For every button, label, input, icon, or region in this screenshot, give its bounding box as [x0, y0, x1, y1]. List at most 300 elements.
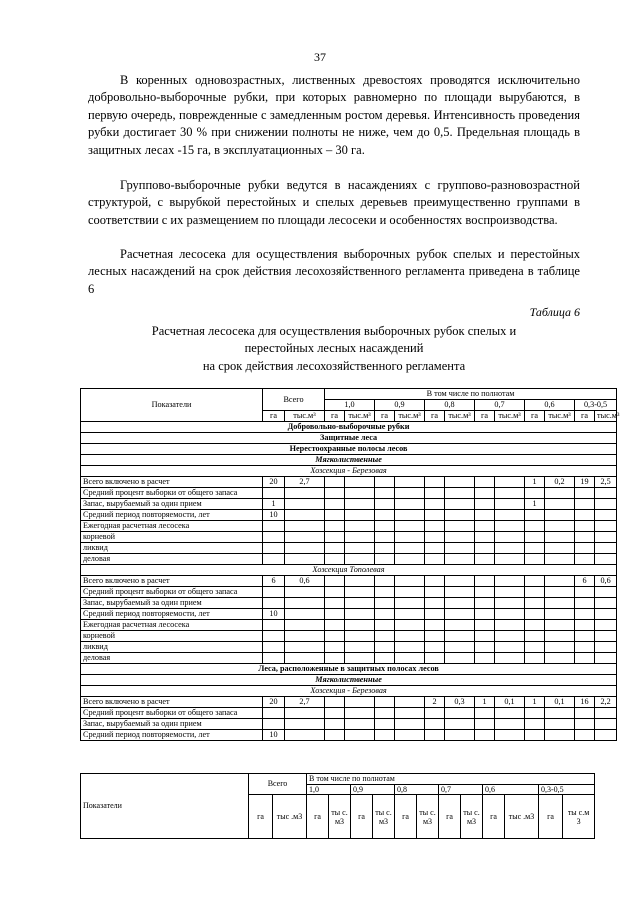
row-label: Средний процент выборки от общего запаса [81, 587, 263, 598]
table-cell [475, 488, 495, 499]
table-cell [595, 488, 617, 499]
row-label: Всего включено в расчет [81, 477, 263, 488]
row-label: Средний процент выборки от общего запаса [81, 708, 263, 719]
table-cell [495, 499, 525, 510]
header-density: 0,7 [475, 400, 525, 411]
table-cell [425, 532, 445, 543]
table-cell [345, 697, 375, 708]
cont-header-by-density: В том числе по полнотам [307, 774, 595, 785]
table-cell [575, 730, 595, 741]
table-cell [475, 510, 495, 521]
table-cell: 2,5 [595, 477, 617, 488]
table-cell [325, 730, 345, 741]
table-cell [263, 708, 285, 719]
table-cell [575, 488, 595, 499]
table-row [81, 543, 617, 554]
section-label: Мягколиственные [81, 455, 617, 466]
table-cell [345, 620, 375, 631]
table-cell [475, 631, 495, 642]
table-cell [475, 598, 495, 609]
table-cell [425, 543, 445, 554]
cont-header-density: 0,8 [395, 784, 439, 795]
table-row [81, 587, 617, 598]
table-cell [445, 620, 475, 631]
section-label: Хозсекция - Березовая [81, 466, 617, 477]
cont-header-unit: га [483, 795, 505, 839]
table-cell [395, 510, 425, 521]
table-cell [495, 576, 525, 587]
table-cell [475, 620, 495, 631]
table-cell [263, 587, 285, 598]
table-cell [595, 730, 617, 741]
table-section-row [81, 565, 617, 576]
table-section-row [81, 422, 617, 433]
table-cell [445, 587, 475, 598]
table-cell [285, 653, 325, 664]
table-cell [445, 543, 475, 554]
table-cell [395, 532, 425, 543]
table-cell [325, 499, 345, 510]
row-label: ликвид [81, 642, 263, 653]
table-row [81, 499, 617, 510]
table-cell [425, 708, 445, 719]
table-cell: 2,7 [285, 477, 325, 488]
cont-header-unit: га [539, 795, 563, 839]
table-cell [445, 554, 475, 565]
table-cell [345, 543, 375, 554]
row-label: Запас, вырубаемый за один прием [81, 499, 263, 510]
table-caption: Таблица 6 [529, 305, 580, 319]
header-unit-vol: тыс.м³ [595, 411, 617, 422]
table-cell [263, 554, 285, 565]
table-cell [285, 719, 325, 730]
table-cell: 1 [475, 697, 495, 708]
table-cell: 6 [263, 576, 285, 587]
table-cell [475, 653, 495, 664]
table-cell [263, 620, 285, 631]
table-cell [375, 708, 395, 719]
table-cell [425, 510, 445, 521]
table-row [81, 653, 617, 664]
table-cell [445, 708, 475, 719]
table-cell [325, 543, 345, 554]
table-cell: 0,2 [545, 477, 575, 488]
header-density: 0,3-0,5 [575, 400, 617, 411]
table-cell [375, 653, 395, 664]
table-cell: 1 [525, 697, 545, 708]
table-cell [395, 697, 425, 708]
table-cell [425, 499, 445, 510]
table-cell [495, 609, 525, 620]
table-cell [545, 576, 575, 587]
table-row [81, 488, 617, 499]
cont-header-density: 0,9 [351, 784, 395, 795]
cont-header-unit: тыс .м3 [273, 795, 307, 839]
table-cell [575, 532, 595, 543]
table-cell [595, 521, 617, 532]
table-cell [285, 631, 325, 642]
table-cell [375, 488, 395, 499]
table-cell [345, 554, 375, 565]
table-cell [425, 488, 445, 499]
table-cell [525, 510, 545, 521]
section-label: Добровольно-выборочные рубки [81, 422, 617, 433]
table-cell [263, 532, 285, 543]
table-cell [395, 730, 425, 741]
table-cell [575, 587, 595, 598]
table-cell [475, 532, 495, 543]
table-cell [375, 719, 395, 730]
table-cell: 10 [263, 609, 285, 620]
table-cell [345, 477, 375, 488]
table-cell [445, 477, 475, 488]
header-indicators: Показатели [81, 389, 263, 422]
table-cell [475, 587, 495, 598]
table-cell [525, 631, 545, 642]
header-unit-ha: га [475, 411, 495, 422]
table-cell [575, 642, 595, 653]
cont-header-density: 0,6 [483, 784, 539, 795]
table-cell [425, 598, 445, 609]
table-cell [425, 730, 445, 741]
section-label: Леса, расположенные в защитных полосах лесов [81, 664, 617, 675]
table-cell [345, 708, 375, 719]
table-cell [475, 554, 495, 565]
header-density: 0,8 [425, 400, 475, 411]
table-cell [475, 642, 495, 653]
table-cell [325, 554, 345, 565]
header-density: 0,6 [525, 400, 575, 411]
table-cell [525, 719, 545, 730]
table-cell: 0,6 [595, 576, 617, 587]
row-label: Средний период повторяемости, лет [81, 510, 263, 521]
table-cell [445, 609, 475, 620]
table-cell [263, 543, 285, 554]
header-density: 0,9 [375, 400, 425, 411]
table-cell [475, 719, 495, 730]
table-cell [395, 587, 425, 598]
table-cell [525, 554, 545, 565]
table-cell [285, 642, 325, 653]
table-cell [425, 631, 445, 642]
table-cell [475, 708, 495, 719]
table-section-row [81, 686, 617, 697]
table-cell [375, 620, 395, 631]
table-row [81, 510, 617, 521]
table-cell: 2,7 [285, 697, 325, 708]
row-label: Запас, вырубаемый за один прием [81, 719, 263, 730]
table-cell [345, 653, 375, 664]
table-cell [285, 488, 325, 499]
table-cell [475, 609, 495, 620]
cont-header-density: 0,3-0,5 [539, 784, 595, 795]
table-cell [345, 730, 375, 741]
table-cell [475, 477, 495, 488]
table-row [81, 521, 617, 532]
table-cell [425, 576, 445, 587]
table-cell [475, 521, 495, 532]
table-cell: 0,1 [495, 697, 525, 708]
table-cell [525, 576, 545, 587]
table-section-row [81, 433, 617, 444]
table-cell [375, 532, 395, 543]
table-cell: 20 [263, 697, 285, 708]
table-cell: 16 [575, 697, 595, 708]
table-cell [475, 576, 495, 587]
table-cell [325, 620, 345, 631]
table-cell [495, 587, 525, 598]
cont-header-unit: га [249, 795, 273, 839]
table-cell [525, 730, 545, 741]
table-cell [575, 708, 595, 719]
row-label: Ежегодная расчетная лесосека [81, 620, 263, 631]
table-cell [285, 598, 325, 609]
table-cell [495, 730, 525, 741]
table-cell [263, 598, 285, 609]
table-cell [575, 543, 595, 554]
table-row [81, 719, 617, 730]
table-cell [445, 631, 475, 642]
table-cell [445, 576, 475, 587]
table-cell [345, 642, 375, 653]
table-cell: 10 [263, 510, 285, 521]
header-total: Всего [263, 389, 325, 411]
cont-header-indicators: Показатели [81, 774, 249, 839]
table-cell [495, 653, 525, 664]
table-cell [345, 587, 375, 598]
table-title-line-3: на срок действия лесохозяйственного регламента [202, 358, 466, 373]
table-cell [375, 521, 395, 532]
row-label: корневой [81, 631, 263, 642]
row-label: деловая [81, 653, 263, 664]
table-cell [475, 730, 495, 741]
cont-header-unit: тыс .м3 [505, 795, 539, 839]
table-row [81, 631, 617, 642]
table-cell [325, 488, 345, 499]
table-cell: 6 [575, 576, 595, 587]
table-cell: 20 [263, 477, 285, 488]
table-body [81, 422, 617, 741]
cont-header-unit: ты с. м3 [373, 795, 395, 839]
table-cell [325, 653, 345, 664]
table-cell [425, 642, 445, 653]
header-unit-vol: тыс.м³ [445, 411, 475, 422]
table-cell [525, 587, 545, 598]
header-unit-vol: тыс.м³ [545, 411, 575, 422]
table-cell [285, 708, 325, 719]
table-cell [575, 510, 595, 521]
table-cell [595, 653, 617, 664]
table-cell [595, 642, 617, 653]
table-section-row [81, 675, 617, 686]
table-cell [375, 609, 395, 620]
cont-header-unit: га [307, 795, 329, 839]
table-cell [325, 587, 345, 598]
table-row [81, 609, 617, 620]
table-header-row-1 [81, 389, 617, 400]
table-cell [263, 642, 285, 653]
header-unit-vol: тыс.м³ [345, 411, 375, 422]
table-cell [285, 554, 325, 565]
table-cell [375, 510, 395, 521]
table-cell [495, 719, 525, 730]
table-cell [263, 631, 285, 642]
table-cell [395, 499, 425, 510]
table-cell [495, 477, 525, 488]
table-cell [425, 587, 445, 598]
table-cell [285, 543, 325, 554]
table-cell [495, 521, 525, 532]
paragraph-1: В коренных одновозрастных, лиственных древостоях проводятся исключительно добровольно-выборочные рубки, при которых равномерно по площади вырубаются, в первую очередь, поврежденные с замедленным ростом деревья. Интенсивность проведения рубки достигает 30 % при снижении полноты не ниже, чем до 0,5. Предельная площадь в защитных лесах -15 га, в эксплуатационных – 30 га. [88, 73, 580, 157]
table-title [88, 323, 580, 375]
table-cell [325, 609, 345, 620]
table-cell [445, 598, 475, 609]
table-cell [395, 598, 425, 609]
table-cell [345, 598, 375, 609]
table-cell [263, 521, 285, 532]
table-cell [495, 532, 525, 543]
table-cell [575, 499, 595, 510]
paragraph-3: Расчетная лесосека для осуществления выборочных рубок спелых и перестойных лесных насаждений на срок действия лесохозяйственного регламента приведена в таблице 6 [88, 247, 580, 296]
cont-header-unit: ты с. м3 [461, 795, 483, 839]
header-unit-vol: тыс.м³ [495, 411, 525, 422]
table-cell [345, 609, 375, 620]
table-cell [325, 521, 345, 532]
cont-header-unit: га [395, 795, 417, 839]
table-section-row [81, 466, 617, 477]
table-cell [425, 719, 445, 730]
table-cell [545, 510, 575, 521]
row-label: Запас, вырубаемый за один прием [81, 598, 263, 609]
table-cell [345, 532, 375, 543]
table-cell [545, 543, 575, 554]
table-cell [263, 653, 285, 664]
table-cell [285, 609, 325, 620]
table-cell [395, 521, 425, 532]
table-cell [495, 708, 525, 719]
table-cell [395, 719, 425, 730]
table-cell [545, 653, 575, 664]
table-cell: 19 [575, 477, 595, 488]
table-cell [425, 609, 445, 620]
table-cell [345, 631, 375, 642]
header-by-density: В том числе по полнотам [325, 389, 617, 400]
table-cell [375, 554, 395, 565]
table-cell: 2,2 [595, 697, 617, 708]
table-cell [525, 521, 545, 532]
table-cell [525, 532, 545, 543]
table-row [81, 598, 617, 609]
table-cell: 0,1 [545, 697, 575, 708]
table-cell [595, 620, 617, 631]
table-cell [345, 488, 375, 499]
table-cell [345, 499, 375, 510]
page-number: 37 [314, 50, 326, 64]
section-label: Мягколиственные [81, 675, 617, 686]
table-cell [595, 719, 617, 730]
table-cell [445, 510, 475, 521]
table-cell [285, 730, 325, 741]
table-cell [375, 543, 395, 554]
header-unit-vol: тыс.м³ [285, 411, 325, 422]
table-cell [545, 609, 575, 620]
table-row [81, 576, 617, 587]
table-cell [395, 543, 425, 554]
table-continued-header [80, 773, 595, 839]
header-unit-ha: га [263, 411, 285, 422]
section-label: Хозсекция - Березовая [81, 686, 617, 697]
table-section-row [81, 664, 617, 675]
table-cell [495, 510, 525, 521]
table-section-row [81, 444, 617, 455]
table-row [81, 554, 617, 565]
table-cell [285, 521, 325, 532]
table-cell [325, 477, 345, 488]
row-label: деловая [81, 554, 263, 565]
table-cell [595, 631, 617, 642]
table-cell [495, 642, 525, 653]
table-cell [375, 598, 395, 609]
header-unit-ha: га [575, 411, 595, 422]
table-cell: 1 [525, 499, 545, 510]
table-cell [525, 653, 545, 664]
table-cell [545, 587, 575, 598]
table-cell [525, 642, 545, 653]
table-cell: 0,3 [445, 697, 475, 708]
table-cell: 1 [263, 499, 285, 510]
table-cell [425, 653, 445, 664]
table-row [81, 532, 617, 543]
header-unit-ha: га [325, 411, 345, 422]
table-cell [325, 576, 345, 587]
table-cell [545, 532, 575, 543]
cont-header-unit: ты с. м3 [417, 795, 439, 839]
row-label: Ежегодная расчетная лесосека [81, 521, 263, 532]
table-cell [395, 708, 425, 719]
table-cell [375, 576, 395, 587]
section-label: Хозсекция Тополевая [81, 565, 617, 576]
table-cell [325, 510, 345, 521]
cont-header-density: 0,7 [439, 784, 483, 795]
table-cell [545, 499, 575, 510]
table-cell [395, 488, 425, 499]
table-cell [325, 697, 345, 708]
table-cell [395, 554, 425, 565]
table-cell [525, 598, 545, 609]
table-cell [495, 543, 525, 554]
cont-header-unit: га [351, 795, 373, 839]
table-cell [325, 719, 345, 730]
table-cell [345, 719, 375, 730]
table-cell [425, 477, 445, 488]
table-cell [395, 477, 425, 488]
table-cell [525, 543, 545, 554]
cont-header-unit: ты с.м 3 [563, 795, 595, 839]
table-cell [395, 609, 425, 620]
table-cell [445, 642, 475, 653]
table-cell [545, 642, 575, 653]
table-cell: 0,6 [285, 576, 325, 587]
table-cell [545, 719, 575, 730]
table-cell [375, 499, 395, 510]
table-cell [445, 521, 475, 532]
table-cell [395, 620, 425, 631]
row-label: Средний период повторяемости, лет [81, 730, 263, 741]
header-density: 1,0 [325, 400, 375, 411]
table-cell [375, 697, 395, 708]
table-cell [575, 554, 595, 565]
table-cell [445, 532, 475, 543]
